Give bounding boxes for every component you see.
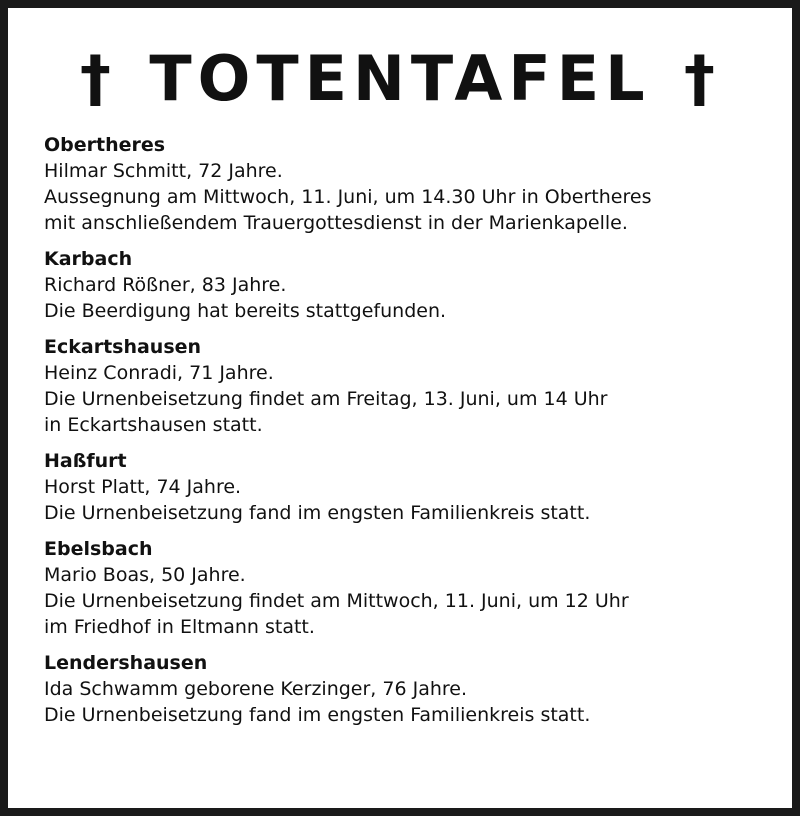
entry-line: Ida Schwamm geborene Kerzinger, 76 Jahre. <box>44 678 468 700</box>
entry-eckartshausen <box>44 334 784 438</box>
entry-place: Eckartshausen <box>44 336 202 358</box>
entry-line: Die Urnenbeisetzung fand im engsten Familienkreis statt. <box>44 704 591 726</box>
entry-place: Karbach <box>44 248 133 270</box>
entry-line: Horst Platt, 74 Jahre. <box>44 476 242 498</box>
entry-line: Hilmar Schmitt, 72 Jahre. <box>44 160 283 182</box>
entry-line: Aussegnung am Mittwoch, 11. Juni, um 14.30 Uhr in Obertheres <box>44 186 652 208</box>
entry-line: Die Beerdigung hat bereits stattgefunden. <box>44 300 447 322</box>
entry-karbach <box>44 246 784 324</box>
entry-ebelsbach <box>44 536 784 640</box>
entry-obertheres <box>44 132 784 236</box>
entry-lendershausen <box>44 650 784 728</box>
entry-line: im Friedhof in Eltmann statt. <box>44 616 315 638</box>
header <box>8 44 792 114</box>
entry-line: Heinz Conradi, 71 Jahre. <box>44 362 274 384</box>
entry-line: in Eckartshausen statt. <box>44 414 263 436</box>
entry-line: mit anschließendem Trauergottesdienst in der Marienkapelle. <box>44 212 628 234</box>
entry-line: Mario Boas, 50 Jahre. <box>44 564 246 586</box>
entry-hassfurt <box>44 448 784 526</box>
entries-list <box>44 132 784 738</box>
entry-line: Die Urnenbeisetzung fand im engsten Familienkreis statt. <box>44 502 591 524</box>
entry-place: Lendershausen <box>44 652 208 674</box>
cross-right-icon: † <box>684 42 715 115</box>
entry-place: Ebelsbach <box>44 538 153 560</box>
entry-place: Obertheres <box>44 134 166 156</box>
page-title: TOTENTAFEL <box>149 42 651 115</box>
entry-line: Richard Rößner, 83 Jahre. <box>44 274 287 296</box>
entry-line: Die Urnenbeisetzung findet am Freitag, 13. Juni, um 14 Uhr <box>44 388 608 410</box>
entry-place: Haßfurt <box>44 450 127 472</box>
cross-left-icon: † <box>80 42 111 115</box>
entry-line: Die Urnenbeisetzung findet am Mittwoch, 11. Juni, um 12 Uhr <box>44 590 629 612</box>
